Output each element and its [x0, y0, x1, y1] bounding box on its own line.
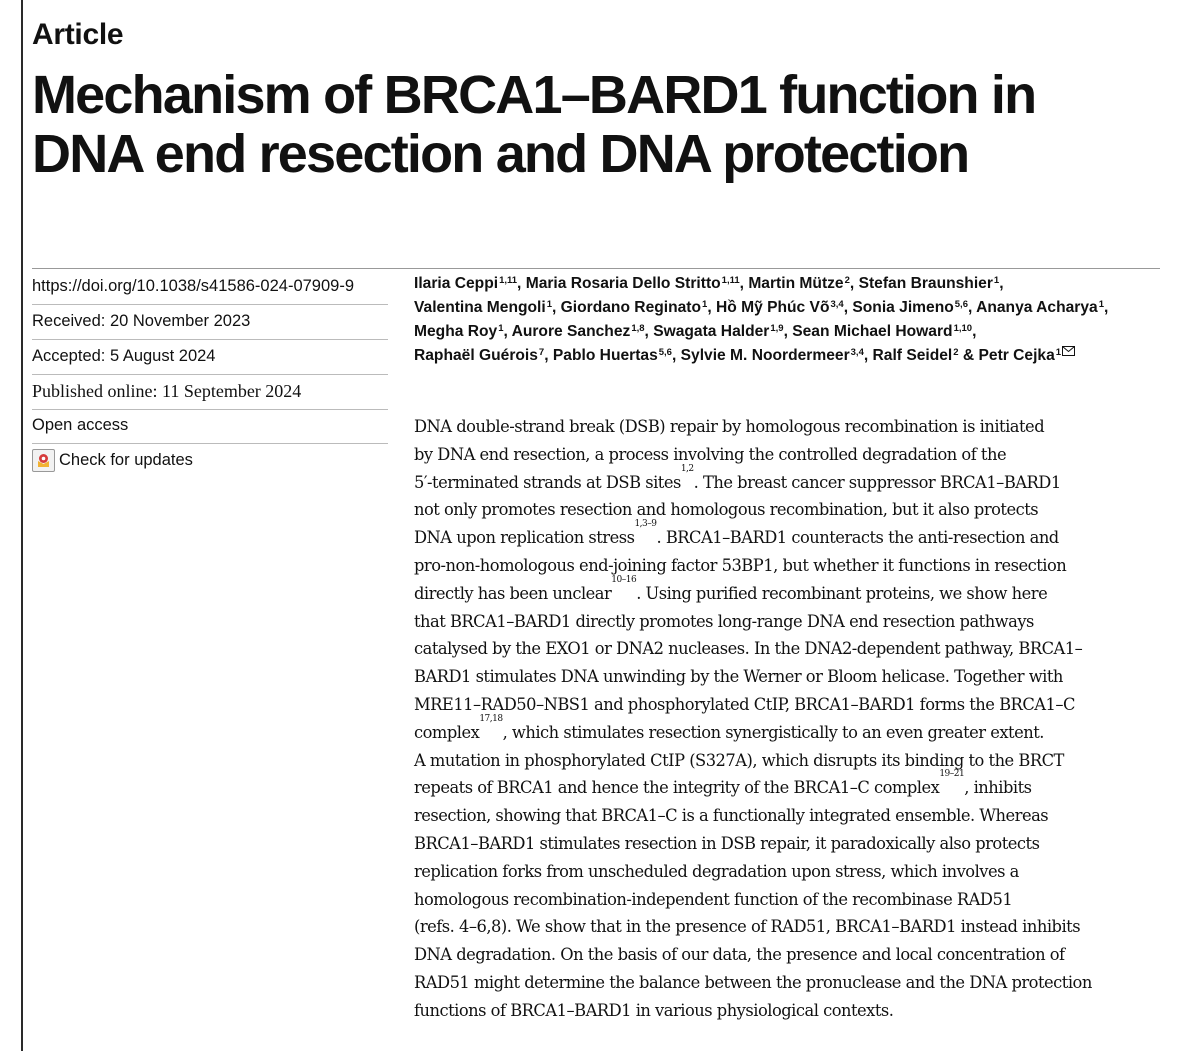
author-name[interactable]: Hồ Mỹ Phúc Võ: [715, 299, 830, 316]
abstract-line: [414, 997, 1174, 1025]
author-name[interactable]: Martin Mütze: [748, 275, 844, 292]
abstract-text: . Using purified recombinant proteins, we show here: [636, 583, 1048, 603]
abstract-text: catalysed by the EXO1 or DNA2 nucleases. In the DNA2-dependent pathway, BRCA1–: [414, 639, 1083, 659]
author-name[interactable]: Swagata Halder: [653, 323, 770, 340]
citation-superscript[interactable]: 1,3–9: [634, 519, 657, 530]
author-name[interactable]: Giordano Reginato: [560, 299, 702, 316]
abstract-line: [414, 441, 1174, 469]
abstract-line: [414, 769, 1174, 802]
author-name[interactable]: Ilaria Ceppi: [414, 275, 499, 292]
author-affiliation: 1: [1055, 347, 1062, 358]
meta-divider: [32, 374, 388, 375]
meta-divider: [32, 304, 388, 305]
abstract-text: . The breast cancer suppressor BRCA1–BARD1: [693, 472, 1061, 492]
abstract-text: DNA double-strand break (DSB) repair by homologous recombination is initiated: [414, 417, 1045, 436]
author-line: Raphaël Guérois$^7$, Pablo Huertas$^{5,6}$, Sylvie M. Noordermeer$^{3,4}$, Ralf Seidel$^2$ & Petr Cejka$^1$: [414, 344, 1166, 368]
citation-superscript[interactable]: 17,18: [479, 713, 503, 724]
published-date: Published online: 11 September 2024: [32, 381, 302, 401]
abstract-line: [414, 830, 1174, 858]
abstract-line: [414, 691, 1174, 719]
author-line: Ilaria Ceppi$^{1,11}$, Maria Rosaria Dello Stritto$^{1,11}$, Martin Mütze$^2$, Stefan Braunshier$^1$,: [414, 275, 1004, 292]
abstract-text: RAD51 might determine the balance between the pronuclease and the DNA protection: [414, 972, 1092, 992]
title-line: Mechanism of BRCA1–BARD1 function in: [32, 65, 1036, 125]
abstract-line: [414, 969, 1174, 997]
check-updates-label: Check for updates: [59, 451, 193, 469]
abstract-text: functions of BRCA1–BARD1 in various physiological contexts.: [414, 1000, 894, 1020]
author-affiliation: 1: [498, 323, 504, 334]
abstract-line: [414, 747, 1174, 775]
abstract-text: homologous recombination-independent function of the recombinase RAD51: [414, 889, 1013, 909]
author-affiliation: 1,11: [721, 275, 740, 286]
abstract-text: 5′-terminated strands at DSB sites: [414, 472, 681, 492]
abstract-text: pro-non-homologous end-joining factor 53BP1, but whether it functions in resection: [414, 555, 1067, 575]
abstract-text: by DNA end resection, a process involving the controlled degradation of the: [414, 444, 1007, 464]
title-line: DNA end resection and DNA protection: [32, 124, 969, 184]
abstract-text: resection, showing that BRCA1–C is a functionally integrated ensemble. Whereas: [414, 806, 1049, 826]
author-name[interactable]: Megha Roy: [414, 323, 498, 340]
abstract-line: [414, 413, 1174, 441]
author-name[interactable]: Aurore Sanchez: [511, 323, 631, 340]
author-name[interactable]: Stefan Braunshier: [858, 275, 993, 292]
abstract-line: [414, 496, 1174, 524]
abstract-text: MRE11–RAD50–NBS1 and phosphorylated CtIP, BRCA1–BARD1 forms the BRCA1–C: [414, 694, 1075, 714]
author-affiliation: 1: [1098, 299, 1105, 310]
author-affiliation: 1,9: [770, 323, 784, 334]
check-for-updates-button[interactable]: [32, 449, 388, 472]
author-affiliation: 5,6: [658, 347, 672, 358]
abstract-text: , inhibits: [964, 778, 1032, 798]
open-access-label: Open access: [32, 416, 129, 434]
header-divider: [32, 268, 1160, 269]
author-affiliation: 2: [953, 347, 959, 358]
meta-divider: [32, 339, 388, 340]
doi-link[interactable]: https://doi.org/10.1038/s41586-024-07909-9: [32, 277, 354, 295]
abstract-text: replication forks from unscheduled degradation upon stress, which involves a: [414, 861, 1019, 881]
abstract-text: (refs. 4–6,8). We show that in the presence of RAD51, BRCA1–BARD1 instead inhibits: [414, 917, 1081, 937]
author-affiliation: 3,4: [830, 299, 844, 310]
abstract-text: that BRCA1–BARD1 directly promotes long-range DNA end resection pathways: [414, 611, 1034, 631]
author-name[interactable]: Pablo Huertas: [552, 347, 658, 364]
abstract-line: [414, 941, 1174, 969]
abstract-line: [414, 663, 1174, 691]
abstract-line: [414, 552, 1174, 580]
author-affiliation: 5,6: [954, 299, 968, 310]
abstract-text: DNA degradation. On the basis of our data, the presence and local concentration of: [414, 945, 1065, 965]
abstract: [414, 413, 1174, 1025]
author-affiliation: 1,10: [953, 323, 973, 334]
author-name[interactable]: Petr Cejka: [978, 347, 1055, 364]
accepted-date: Accepted: 5 August 2024: [32, 347, 216, 365]
meta-divider: [32, 409, 388, 410]
author-line: Valentina Mengoli$^1$, Giordano Reginato$^1$, Hồ Mỹ Phúc Võ$^{3,4}$, Sonia Jimeno$^{5,6}$, Ananya Acharya$^1$,: [414, 299, 1109, 316]
author-affiliation: 3,4: [850, 347, 864, 358]
abstract-line: [414, 574, 1174, 608]
author-name[interactable]: Sonia Jimeno: [852, 299, 954, 316]
author-name[interactable]: Maria Rosaria Dello Stritto: [525, 275, 721, 292]
abstract-text: not only promotes resection and homologous recombination, but it also protects: [414, 500, 1039, 520]
author-affiliation: 1: [993, 275, 1000, 286]
author-affiliation: 1: [702, 299, 708, 310]
article-type-label: Article: [32, 18, 124, 51]
citation-superscript[interactable]: 19–21: [939, 769, 965, 780]
author-affiliation: 7: [538, 347, 545, 358]
author-name[interactable]: Sean Michael Howard: [792, 323, 953, 340]
author-name[interactable]: Ralf Seidel: [872, 347, 953, 364]
abstract-line: [414, 913, 1174, 941]
abstract-line: [414, 886, 1174, 914]
author-affiliation: 2: [844, 275, 850, 286]
author-name[interactable]: Raphaël Guérois: [414, 347, 538, 364]
abstract-line: [414, 802, 1174, 830]
author-name[interactable]: Sylvie M. Noordermeer: [680, 347, 850, 364]
abstract-line: [414, 635, 1174, 663]
author-affiliation: 1,11: [499, 275, 518, 286]
email-icon[interactable]: [1061, 347, 1075, 364]
article-title: [32, 66, 1182, 184]
abstract-text: directly has been unclear: [414, 583, 612, 603]
left-margin-rule: [21, 0, 23, 1051]
author-line: Megha Roy$^1$, Aurore Sanchez$^{1,8}$, Swagata Halder$^{1,9}$, Sean Michael Howard$^{1,10}$,: [414, 323, 977, 340]
citation-superscript[interactable]: 10–16: [611, 574, 637, 585]
author-affiliation: 1: [546, 299, 552, 310]
abstract-line: [414, 713, 1174, 747]
abstract-line: [414, 519, 1174, 552]
abstract-line: [414, 858, 1174, 886]
abstract-text: BRCA1–BARD1 stimulates resection in DSB repair, it paradoxically also protects: [414, 833, 1040, 853]
abstract-text: . BRCA1–BARD1 counteracts the anti-resection and: [656, 528, 1059, 548]
abstract-text: , which stimulates resection synergistically to an even greater extent.: [502, 722, 1044, 742]
abstract-line: [414, 608, 1174, 636]
received-date: Received: 20 November 2023: [32, 312, 251, 330]
meta-divider: [32, 443, 388, 444]
abstract-line: [414, 463, 1174, 497]
author-list: [414, 272, 1166, 368]
abstract-text: BARD1 stimulates DNA unwinding by the Werner or Bloom helicase. Together with: [414, 667, 1063, 687]
check-updates-icon: [32, 449, 55, 472]
author-name[interactable]: Valentina Mengoli: [414, 299, 546, 316]
author-affiliation: 1,8: [631, 323, 645, 334]
abstract-text: repeats of BRCA1 and hence the integrity of the BRCA1–C complex: [414, 778, 940, 798]
citation-superscript[interactable]: 1,2: [680, 463, 694, 474]
author-name[interactable]: Ananya Acharya: [976, 299, 1098, 316]
abstract-text: A mutation in phosphorylated CtIP (S327A), which disrupts its binding to the BRCT: [414, 750, 1064, 770]
abstract-text: DNA upon replication stress: [414, 528, 635, 548]
abstract-text: complex: [414, 722, 480, 742]
